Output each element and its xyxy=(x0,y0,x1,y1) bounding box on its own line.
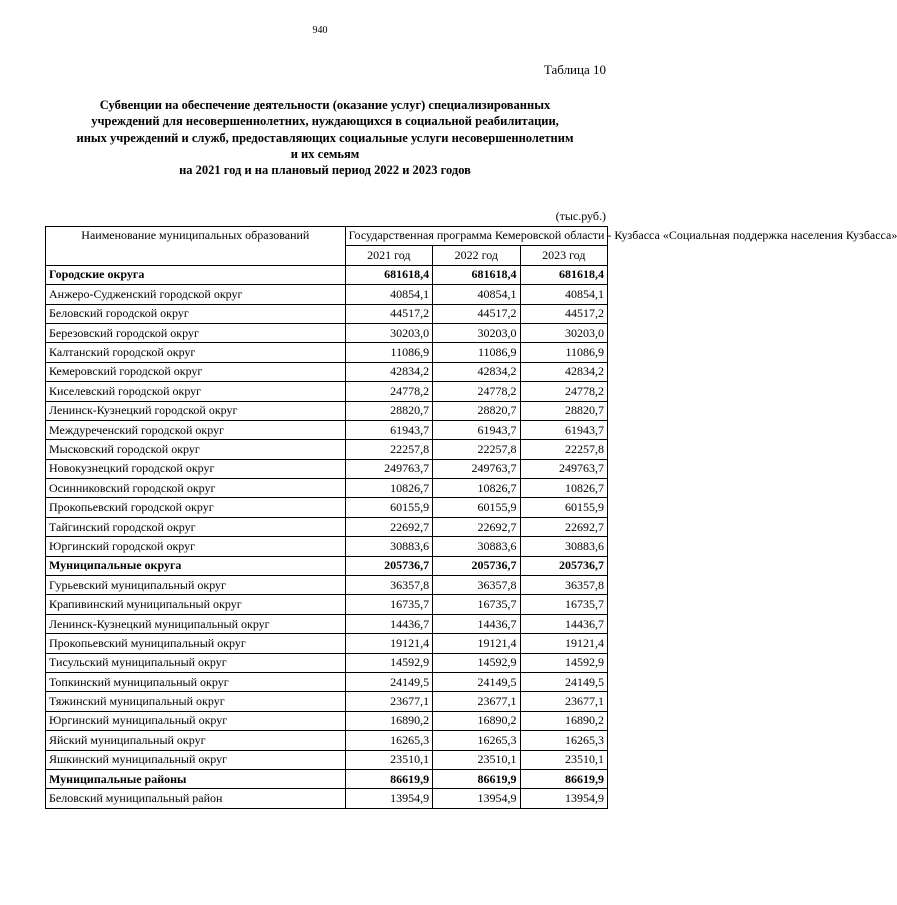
value-2022: 16265,3 xyxy=(433,731,520,750)
table-row xyxy=(46,576,608,595)
value-2023: 16890,2 xyxy=(520,711,607,730)
header-year-2022: 2022 год xyxy=(433,246,520,265)
value-2023: 28820,7 xyxy=(520,401,607,420)
table-row xyxy=(46,285,608,304)
value-2022: 23510,1 xyxy=(433,750,520,769)
value-2021: 14436,7 xyxy=(345,614,432,633)
value-2022: 16735,7 xyxy=(433,595,520,614)
table-row xyxy=(46,692,608,711)
value-2021: 16890,2 xyxy=(345,711,432,730)
value-2022: 30203,0 xyxy=(433,323,520,342)
value-2022: 30883,6 xyxy=(433,537,520,556)
table-row xyxy=(46,343,608,362)
municipality-name: Топкинский муниципальный округ xyxy=(46,672,346,691)
municipality-name: Муниципальные округа xyxy=(46,556,346,575)
value-2022: 61943,7 xyxy=(433,420,520,439)
municipality-name: Беловский городской округ xyxy=(46,304,346,323)
municipality-name: Мысковский городской округ xyxy=(46,440,346,459)
value-2021: 10826,7 xyxy=(345,479,432,498)
value-2021: 61943,7 xyxy=(345,420,432,439)
value-2022: 28820,7 xyxy=(433,401,520,420)
value-2023: 24778,2 xyxy=(520,382,607,401)
value-2021: 16735,7 xyxy=(345,595,432,614)
table-row xyxy=(46,459,608,478)
value-2023: 13954,9 xyxy=(520,789,607,808)
value-2023: 60155,9 xyxy=(520,498,607,517)
title-line: учреждений для несовершеннолетних, нуждающихся в социальной реабилитации, xyxy=(91,114,559,129)
value-2021: 36357,8 xyxy=(345,576,432,595)
value-2023: 23677,1 xyxy=(520,692,607,711)
municipality-name: Городские округа xyxy=(46,265,346,284)
municipality-name: Муниципальные районы xyxy=(46,769,346,788)
value-2021: 205736,7 xyxy=(345,556,432,575)
value-2022: 249763,7 xyxy=(433,459,520,478)
table-body xyxy=(46,265,608,808)
value-2023: 86619,9 xyxy=(520,769,607,788)
header-year-2023: 2023 год xyxy=(520,246,607,265)
value-2023: 249763,7 xyxy=(520,459,607,478)
municipality-name: Гурьевский муниципальный округ xyxy=(46,576,346,595)
value-2022: 40854,1 xyxy=(433,285,520,304)
value-2021: 23510,1 xyxy=(345,750,432,769)
value-2021: 11086,9 xyxy=(345,343,432,362)
table-row xyxy=(46,362,608,381)
header-program: Государственная программа Кемеровской области - Кузбасса «Социальная поддержка населения Кузбасса» xyxy=(345,227,607,246)
municipality-name: Новокузнецкий городской округ xyxy=(46,459,346,478)
table-row xyxy=(46,731,608,750)
value-2022: 22692,7 xyxy=(433,517,520,536)
value-2023: 23510,1 xyxy=(520,750,607,769)
value-2021: 42834,2 xyxy=(345,362,432,381)
value-2023: 16265,3 xyxy=(520,731,607,750)
municipality-name: Калтанский городской округ xyxy=(46,343,346,362)
value-2023: 44517,2 xyxy=(520,304,607,323)
value-2022: 13954,9 xyxy=(433,789,520,808)
value-2022: 19121,4 xyxy=(433,634,520,653)
value-2022: 60155,9 xyxy=(433,498,520,517)
table-group-row xyxy=(46,769,608,788)
table-row xyxy=(46,517,608,536)
value-2021: 22257,8 xyxy=(345,440,432,459)
value-2021: 24778,2 xyxy=(345,382,432,401)
municipality-name: Киселевский городской округ xyxy=(46,382,346,401)
value-2021: 13954,9 xyxy=(345,789,432,808)
table-label: Таблица 10 xyxy=(543,62,606,77)
value-2023: 10826,7 xyxy=(520,479,607,498)
value-2022: 14436,7 xyxy=(433,614,520,633)
table-row xyxy=(46,595,608,614)
table-row xyxy=(46,382,608,401)
value-2023: 24149,5 xyxy=(520,672,607,691)
title-line: на 2021 год и на плановый период 2022 и 2023 годов xyxy=(179,163,471,178)
table-row xyxy=(46,711,608,730)
value-2022: 14592,9 xyxy=(433,653,520,672)
value-2022: 205736,7 xyxy=(433,556,520,575)
value-2023: 30883,6 xyxy=(520,537,607,556)
table-row xyxy=(46,479,608,498)
municipality-name: Яшкинский муниципальный округ xyxy=(46,750,346,769)
title-line: Субвенции на обеспечение деятельности (оказание услуг) специализированных xyxy=(99,98,551,112)
value-2022: 10826,7 xyxy=(433,479,520,498)
value-2022: 23677,1 xyxy=(433,692,520,711)
value-2021: 22692,7 xyxy=(345,517,432,536)
header-year-2021: 2021 год xyxy=(345,246,432,265)
municipality-name: Тисульский муниципальный округ xyxy=(46,653,346,672)
value-2022: 36357,8 xyxy=(433,576,520,595)
value-2021: 16265,3 xyxy=(345,731,432,750)
municipality-name: Анжеро-Судженский городской округ xyxy=(46,285,346,304)
value-2021: 30203,0 xyxy=(345,323,432,342)
municipality-name: Междуреченский городской округ xyxy=(46,420,346,439)
value-2022: 24778,2 xyxy=(433,382,520,401)
table-group-row xyxy=(46,556,608,575)
value-2022: 16890,2 xyxy=(433,711,520,730)
value-2023: 19121,4 xyxy=(520,634,607,653)
table-row xyxy=(46,750,608,769)
table-row xyxy=(46,537,608,556)
value-2023: 205736,7 xyxy=(520,556,607,575)
value-2023: 22692,7 xyxy=(520,517,607,536)
table-row xyxy=(46,672,608,691)
unit-label: (тыс.руб.) xyxy=(555,209,606,223)
value-2023: 11086,9 xyxy=(520,343,607,362)
header-name-column: Наименование муниципальных образований xyxy=(46,227,346,266)
value-2022: 42834,2 xyxy=(433,362,520,381)
value-2022: 24149,5 xyxy=(433,672,520,691)
title-line: иных учреждений и служб, предоставляющих социальные услуги несовершеннолетним xyxy=(76,130,574,145)
municipality-name: Юргинский муниципальный округ xyxy=(46,711,346,730)
value-2023: 40854,1 xyxy=(520,285,607,304)
value-2023: 14436,7 xyxy=(520,614,607,633)
table-row xyxy=(46,420,608,439)
value-2023: 61943,7 xyxy=(520,420,607,439)
value-2021: 30883,6 xyxy=(345,537,432,556)
value-2023: 42834,2 xyxy=(520,362,607,381)
title-line: и их семьям xyxy=(290,146,360,161)
municipality-name: Яйский муниципальный округ xyxy=(46,731,346,750)
table-row xyxy=(46,401,608,420)
page-number: 940 xyxy=(312,25,328,36)
value-2023: 16735,7 xyxy=(520,595,607,614)
municipality-name: Тайгинский городской округ xyxy=(46,517,346,536)
table-row xyxy=(46,323,608,342)
municipality-name: Ленинск-Кузнецкий городской округ xyxy=(46,401,346,420)
value-2021: 681618,4 xyxy=(345,265,432,284)
municipality-name: Беловский муниципальный район xyxy=(46,789,346,808)
table-row xyxy=(46,498,608,517)
value-2023: 14592,9 xyxy=(520,653,607,672)
value-2023: 36357,8 xyxy=(520,576,607,595)
value-2021: 14592,9 xyxy=(345,653,432,672)
value-2021: 40854,1 xyxy=(345,285,432,304)
value-2022: 44517,2 xyxy=(433,304,520,323)
table-row xyxy=(46,789,608,808)
subvention-table xyxy=(45,226,897,809)
document-title xyxy=(40,97,610,178)
value-2023: 30203,0 xyxy=(520,323,607,342)
value-2021: 28820,7 xyxy=(345,401,432,420)
value-2021: 44517,2 xyxy=(345,304,432,323)
table-row xyxy=(46,614,608,633)
value-2021: 23677,1 xyxy=(345,692,432,711)
table-row xyxy=(46,304,608,323)
municipality-name: Тяжинский муниципальный округ xyxy=(46,692,346,711)
value-2021: 19121,4 xyxy=(345,634,432,653)
table-row xyxy=(46,634,608,653)
value-2023: 22257,8 xyxy=(520,440,607,459)
table-row xyxy=(46,653,608,672)
municipality-name: Кемеровский городской округ xyxy=(46,362,346,381)
value-2021: 249763,7 xyxy=(345,459,432,478)
municipality-name: Крапивинский муниципальный округ xyxy=(46,595,346,614)
table-group-row xyxy=(46,265,608,284)
municipality-name: Ленинск-Кузнецкий муниципальный округ xyxy=(46,614,346,633)
value-2023: 681618,4 xyxy=(520,265,607,284)
municipality-name: Осинниковский городской округ xyxy=(46,479,346,498)
municipality-name: Прокопьевский городской округ xyxy=(46,498,346,517)
municipality-name: Юргинский городской округ xyxy=(46,537,346,556)
value-2022: 681618,4 xyxy=(433,265,520,284)
table-row xyxy=(46,440,608,459)
value-2022: 86619,9 xyxy=(433,769,520,788)
municipality-name: Березовский городской округ xyxy=(46,323,346,342)
value-2022: 11086,9 xyxy=(433,343,520,362)
value-2021: 60155,9 xyxy=(345,498,432,517)
municipality-name: Прокопьевский муниципальный округ xyxy=(46,634,346,653)
value-2021: 86619,9 xyxy=(345,769,432,788)
value-2021: 24149,5 xyxy=(345,672,432,691)
value-2022: 22257,8 xyxy=(433,440,520,459)
